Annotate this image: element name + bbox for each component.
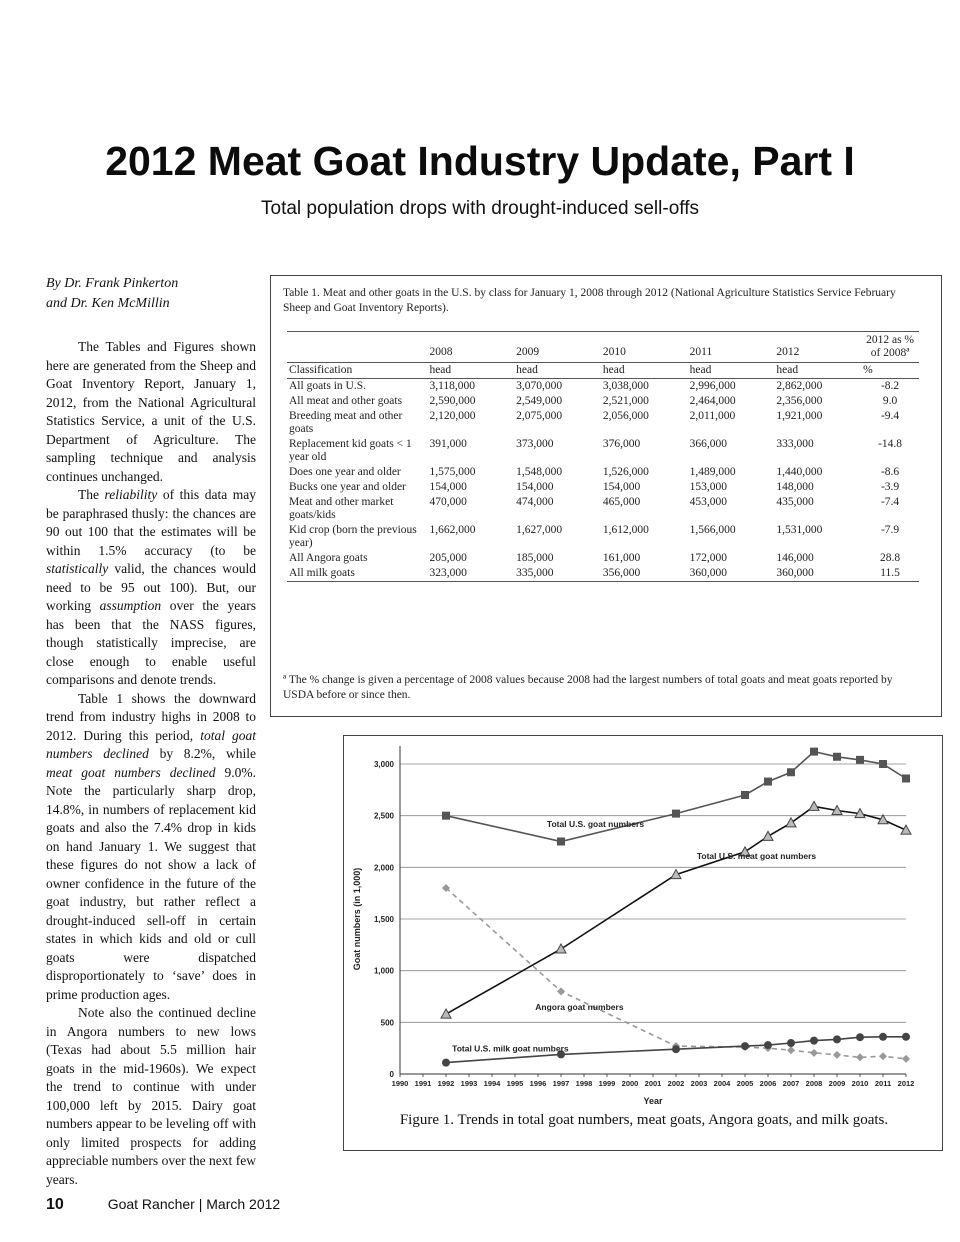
article-body [46, 338, 256, 1189]
table-cell: 376,000 [602, 438, 641, 450]
x-tick-label: 1998 [575, 1079, 593, 1088]
table-cell: 161,000 [602, 552, 641, 564]
x-tick-label: 1999 [598, 1079, 616, 1088]
header-cell: 2008 [427, 332, 514, 363]
data-point-square [902, 774, 910, 782]
table-cell: -7.4 [880, 496, 900, 508]
emphasis: total goat numbers declined [46, 727, 256, 761]
table-cell: 373,000 [516, 438, 554, 450]
series-label: Total U.S. goat numbers [546, 819, 645, 830]
table-row [287, 480, 919, 495]
data-point-diamond [902, 1055, 910, 1063]
data-point-triangle [786, 818, 796, 827]
table-cell: 465,000 [602, 496, 641, 508]
table-cell: 1,575,000 [429, 466, 476, 478]
table-cell: 28.8 [879, 552, 901, 564]
data-point-square [810, 748, 818, 756]
x-tick-label: 2003 [690, 1079, 708, 1088]
data-point-circle [879, 1033, 887, 1041]
data-point-diamond [833, 1051, 841, 1059]
table-cell: 391,000 [429, 438, 467, 450]
data-point-square [557, 838, 565, 846]
figure-1-box [343, 735, 943, 1151]
x-tick-label: 2012 [897, 1079, 915, 1088]
x-tick-label: 1995 [506, 1079, 524, 1088]
body-paragraph-1: The Tables and Figures shown here are generated from the Sheep and Goat Inventory Report, January 1, 2012, from the National Agricultural Statistics Service, a unit of the U.S. Department of Agriculture. The sampling technique and analysis continues unchanged. [46, 339, 256, 484]
x-tick-label: 2011 [874, 1079, 892, 1088]
table-cell: -14.8 [878, 438, 903, 450]
data-point-diamond [557, 987, 565, 995]
table-row [287, 379, 919, 395]
x-tick-label: 2000 [621, 1079, 639, 1088]
x-tick-label: 1991 [414, 1079, 432, 1088]
data-point-diamond [810, 1049, 818, 1057]
x-tick-label: 2006 [759, 1079, 777, 1088]
table-cell: -7.9 [880, 524, 900, 536]
table-row [287, 394, 919, 409]
table-cell: Bucks one year and older [289, 481, 406, 493]
table-cell: 1,921,000 [776, 410, 823, 422]
table-cell: 1,548,000 [516, 466, 563, 478]
publication-info: Goat Rancher | March 2012 [107, 1196, 281, 1212]
table-cell: 1,489,000 [689, 466, 736, 478]
table-row [287, 409, 919, 437]
body-paragraph-2 [46, 486, 256, 690]
data-point-square [856, 756, 864, 764]
data-point-triangle [763, 831, 773, 840]
data-point-diamond [787, 1046, 795, 1054]
unit-cell: head [514, 363, 601, 379]
series-label: Angora goat numbers [535, 1001, 624, 1012]
page-footer [46, 1196, 280, 1214]
text-run: 9.0%. Note the particularly sharp drop, 14.8%, in numbers of replacement kid goats and also the 7.4% drop in kids on hand January 1. We suggest that these figures do not show a lack of owner confidence in the future of the goat industry, but rather reflect a drought-induced sell-off in certain states in which kids and old or cull goats were dispatched disproportionately to ‘save’ does in prime production ages. [46, 764, 257, 1002]
table-cell: -8.6 [880, 466, 900, 478]
table-cell: 360,000 [774, 566, 861, 582]
data-point-square [833, 753, 841, 761]
y-tick-label: 0 [389, 1070, 394, 1079]
header-cell: 2011 [688, 332, 775, 363]
table-cell: 2,590,000 [429, 395, 476, 407]
x-tick-label: 2004 [713, 1079, 731, 1088]
series-line [446, 888, 906, 1059]
y-tick-label: 3,000 [373, 760, 394, 769]
figure-caption: Figure 1. Trends in total goat numbers, meat goats, Angora goats, and milk goats. [399, 1112, 889, 1128]
data-point-circle [787, 1039, 795, 1047]
table-row [287, 551, 919, 566]
series-label: Total U.S. milk goat numbers [452, 1043, 569, 1054]
x-tick-label: 2001 [644, 1079, 662, 1088]
table-cell: 1,612,000 [602, 524, 649, 536]
x-axis-label: Year [643, 1096, 663, 1106]
table-row [287, 566, 919, 582]
table-header-row [287, 332, 919, 363]
table-cell: 1,440,000 [776, 466, 823, 478]
table-cell: -3.9 [880, 481, 900, 493]
table-wrap [287, 331, 919, 582]
header-cell: 2012 [774, 332, 861, 363]
byline [46, 274, 266, 314]
table-cell: 205,000 [429, 552, 467, 564]
text-run: Table 1 shows the downward trend from industry highs in 2008 to 2012. During this period, [46, 690, 256, 743]
unit-cell: head [601, 363, 688, 379]
table-row [287, 465, 919, 480]
table-cell: 3,118,000 [429, 380, 476, 392]
table-cell: Breeding meat and other goats [289, 410, 403, 435]
page-number: 10 [46, 1196, 64, 1213]
table-cell: Replacement kid goats < 1 year old [289, 438, 412, 463]
table-cell: 360,000 [688, 566, 775, 582]
data-point-circle [741, 1042, 749, 1050]
data-point-circle [833, 1035, 841, 1043]
data-point-circle [764, 1041, 772, 1049]
data-point-square [787, 768, 795, 776]
table-cell: All meat and other goats [289, 395, 403, 407]
x-tick-label: 1992 [437, 1079, 455, 1088]
table-cell: 153,000 [689, 481, 728, 493]
byline-line-2: and Dr. Ken McMillin [46, 296, 170, 311]
table-cell: 333,000 [776, 438, 814, 450]
data-point-square [672, 810, 680, 818]
data-point-square [879, 760, 887, 768]
x-tick-label: 1997 [552, 1079, 570, 1088]
data-point-circle [856, 1033, 864, 1041]
table-cell: 323,000 [427, 566, 514, 582]
header-cell: 2010 [601, 332, 688, 363]
table-cell: Kid crop (born the previous year) [289, 524, 417, 549]
x-tick-label: 2010 [851, 1079, 869, 1088]
unit-cell: head [427, 363, 514, 379]
data-point-triangle [901, 825, 911, 834]
y-tick-label: 1,500 [373, 915, 394, 924]
unit-cell: head [774, 363, 861, 379]
data-point-triangle [441, 1009, 451, 1018]
data-point-circle [442, 1059, 450, 1067]
data-point-square [741, 791, 749, 799]
table-cell: -8.2 [880, 380, 900, 392]
table-cell: 2,356,000 [776, 395, 823, 407]
table-row [287, 437, 919, 465]
data-point-circle [672, 1045, 680, 1053]
table-cell: 2,521,000 [602, 395, 649, 407]
data-point-triangle [809, 801, 819, 810]
table-cell: Does one year and older [289, 466, 401, 478]
table-cell: 356,000 [601, 566, 688, 582]
table-row [287, 523, 919, 551]
text-run: by 8.2%, while [148, 746, 256, 761]
x-tick-label: 2008 [805, 1079, 823, 1088]
data-point-circle [902, 1033, 910, 1041]
table-cell: 1,662,000 [429, 524, 476, 536]
emphasis: statistically [46, 561, 109, 576]
header-cell: 2012 as % of 2008ª [861, 332, 919, 363]
table-cell: 1,531,000 [776, 524, 823, 536]
table-cell: Meat and other market goats/kids [289, 496, 394, 521]
data-point-triangle [556, 944, 566, 953]
table-cell: 2,549,000 [516, 395, 563, 407]
table-cell: 366,000 [689, 438, 728, 450]
table-cell: All Angora goats [289, 552, 368, 564]
table-cell: 2,862,000 [776, 380, 823, 392]
table-cell: 146,000 [776, 552, 814, 564]
table-cell: 335,000 [514, 566, 601, 582]
header-cell: 2009 [514, 332, 601, 363]
table-cell: All goats in U.S. [289, 380, 366, 392]
data-point-square [764, 778, 772, 786]
table-cell: 154,000 [429, 481, 467, 493]
table-cell: 2,464,000 [689, 395, 736, 407]
table-footnote: ª The % change is given a percentage of 2008 values because 2008 had the largest numbers of total goats and meat goats reported by USDA before or since then. [283, 674, 893, 701]
article-subtitle: Total population drops with drought-induced sell-offs [261, 198, 699, 219]
text-run: over the years has been that the NASS figures, though statistically imprecise, are close enough to enable useful comparisons and denote trends. [46, 598, 256, 687]
text-run: valid, the chances would need to be 95 out 100). But, our working [46, 561, 256, 613]
table-cell: All milk goats [287, 566, 427, 582]
x-tick-label: 1996 [529, 1079, 547, 1088]
table-cell: 2,056,000 [602, 410, 649, 422]
data-point-square [442, 812, 450, 820]
x-tick-label: 1994 [483, 1079, 501, 1088]
byline-line-1: By Dr. Frank Pinkerton [46, 276, 179, 291]
emphasis: assumption [99, 598, 162, 613]
y-tick-label: 2,500 [373, 811, 394, 821]
table-cell: 9.0 [882, 395, 898, 407]
table-caption: Table 1. Meat and other goats in the U.S. by class for January 1, 2008 through 2012 (National Agriculture Statistics Service February Sheep and Goat Inventory Reports). [283, 287, 896, 314]
x-tick-label: 1993 [460, 1079, 478, 1088]
table-cell: 1,526,000 [602, 466, 649, 478]
table-cell: 474,000 [516, 496, 554, 508]
series-line [446, 752, 906, 842]
table-cell: 2,075,000 [516, 410, 563, 422]
table-cell: 2,011,000 [689, 410, 736, 422]
table-cell: 2,996,000 [689, 380, 736, 392]
table-cell: 185,000 [516, 552, 554, 564]
table-cell: -9.4 [880, 410, 900, 422]
table-cell: 172,000 [689, 552, 728, 564]
table-cell: 3,038,000 [602, 380, 649, 392]
body-paragraph-3 [46, 690, 256, 1005]
x-tick-label: 1990 [391, 1079, 409, 1088]
table-cell: 3,070,000 [516, 380, 563, 392]
y-tick-label: 500 [380, 1018, 394, 1028]
table-cell: 148,000 [776, 481, 814, 493]
x-tick-label: 2009 [828, 1079, 846, 1088]
emphasis: reliability [104, 487, 158, 502]
table-cell: 154,000 [602, 481, 641, 493]
unit-cell: head [688, 363, 775, 379]
text-run: The [78, 487, 105, 502]
table-unit-row [287, 363, 919, 379]
table-cell: 470,000 [429, 496, 467, 508]
table-cell: 453,000 [689, 496, 728, 508]
text-run: of this data may be paraphrased thusly: the chances are 90 out 100 that the estimates will be within 1.5% accuracy (to be [46, 487, 256, 558]
unit-cell: Classification [287, 363, 427, 379]
data-point-diamond [856, 1053, 864, 1061]
x-tick-label: 2002 [667, 1079, 685, 1088]
table-cell: 435,000 [776, 496, 814, 508]
table-cell: 154,000 [516, 481, 554, 493]
y-axis-label: Goat numbers (in 1,000) [352, 867, 362, 971]
table-1-box [270, 275, 942, 717]
x-tick-label: 2007 [782, 1079, 800, 1088]
body-paragraph-4: Note also the continued decline in Angora numbers to new lows (Texas had about 5.5 million hair goats in the mid-1960s). We expect the trend to continue with under 100,000 left by 2015. Dairy goat numbers appear to be leveling off with only limited prospects for adding appreciable numbers over the next few years. [46, 1005, 256, 1187]
data-point-circle [810, 1037, 818, 1045]
emphasis: meat goat numbers declined [46, 764, 216, 780]
goat-inventory-table [287, 331, 919, 582]
data-point-diamond [879, 1052, 887, 1060]
table-row [287, 495, 919, 523]
table-cell: 11.5 [861, 566, 919, 582]
y-tick-label: 2,000 [373, 863, 394, 873]
article-title: 2012 Meat Goat Industry Update, Part I [105, 138, 855, 184]
header-cell [287, 332, 427, 363]
table-cell: 1,627,000 [516, 524, 563, 536]
series-line [446, 806, 906, 1014]
trend-chart [344, 736, 942, 1108]
table-cell: 2,120,000 [429, 410, 476, 422]
series-label: Total U.S. meat goat numbers [696, 851, 817, 862]
unit-cell: % [861, 363, 919, 379]
x-tick-label: 2005 [736, 1079, 754, 1088]
y-tick-label: 1,000 [373, 966, 394, 976]
table-cell: 1,566,000 [689, 524, 736, 536]
